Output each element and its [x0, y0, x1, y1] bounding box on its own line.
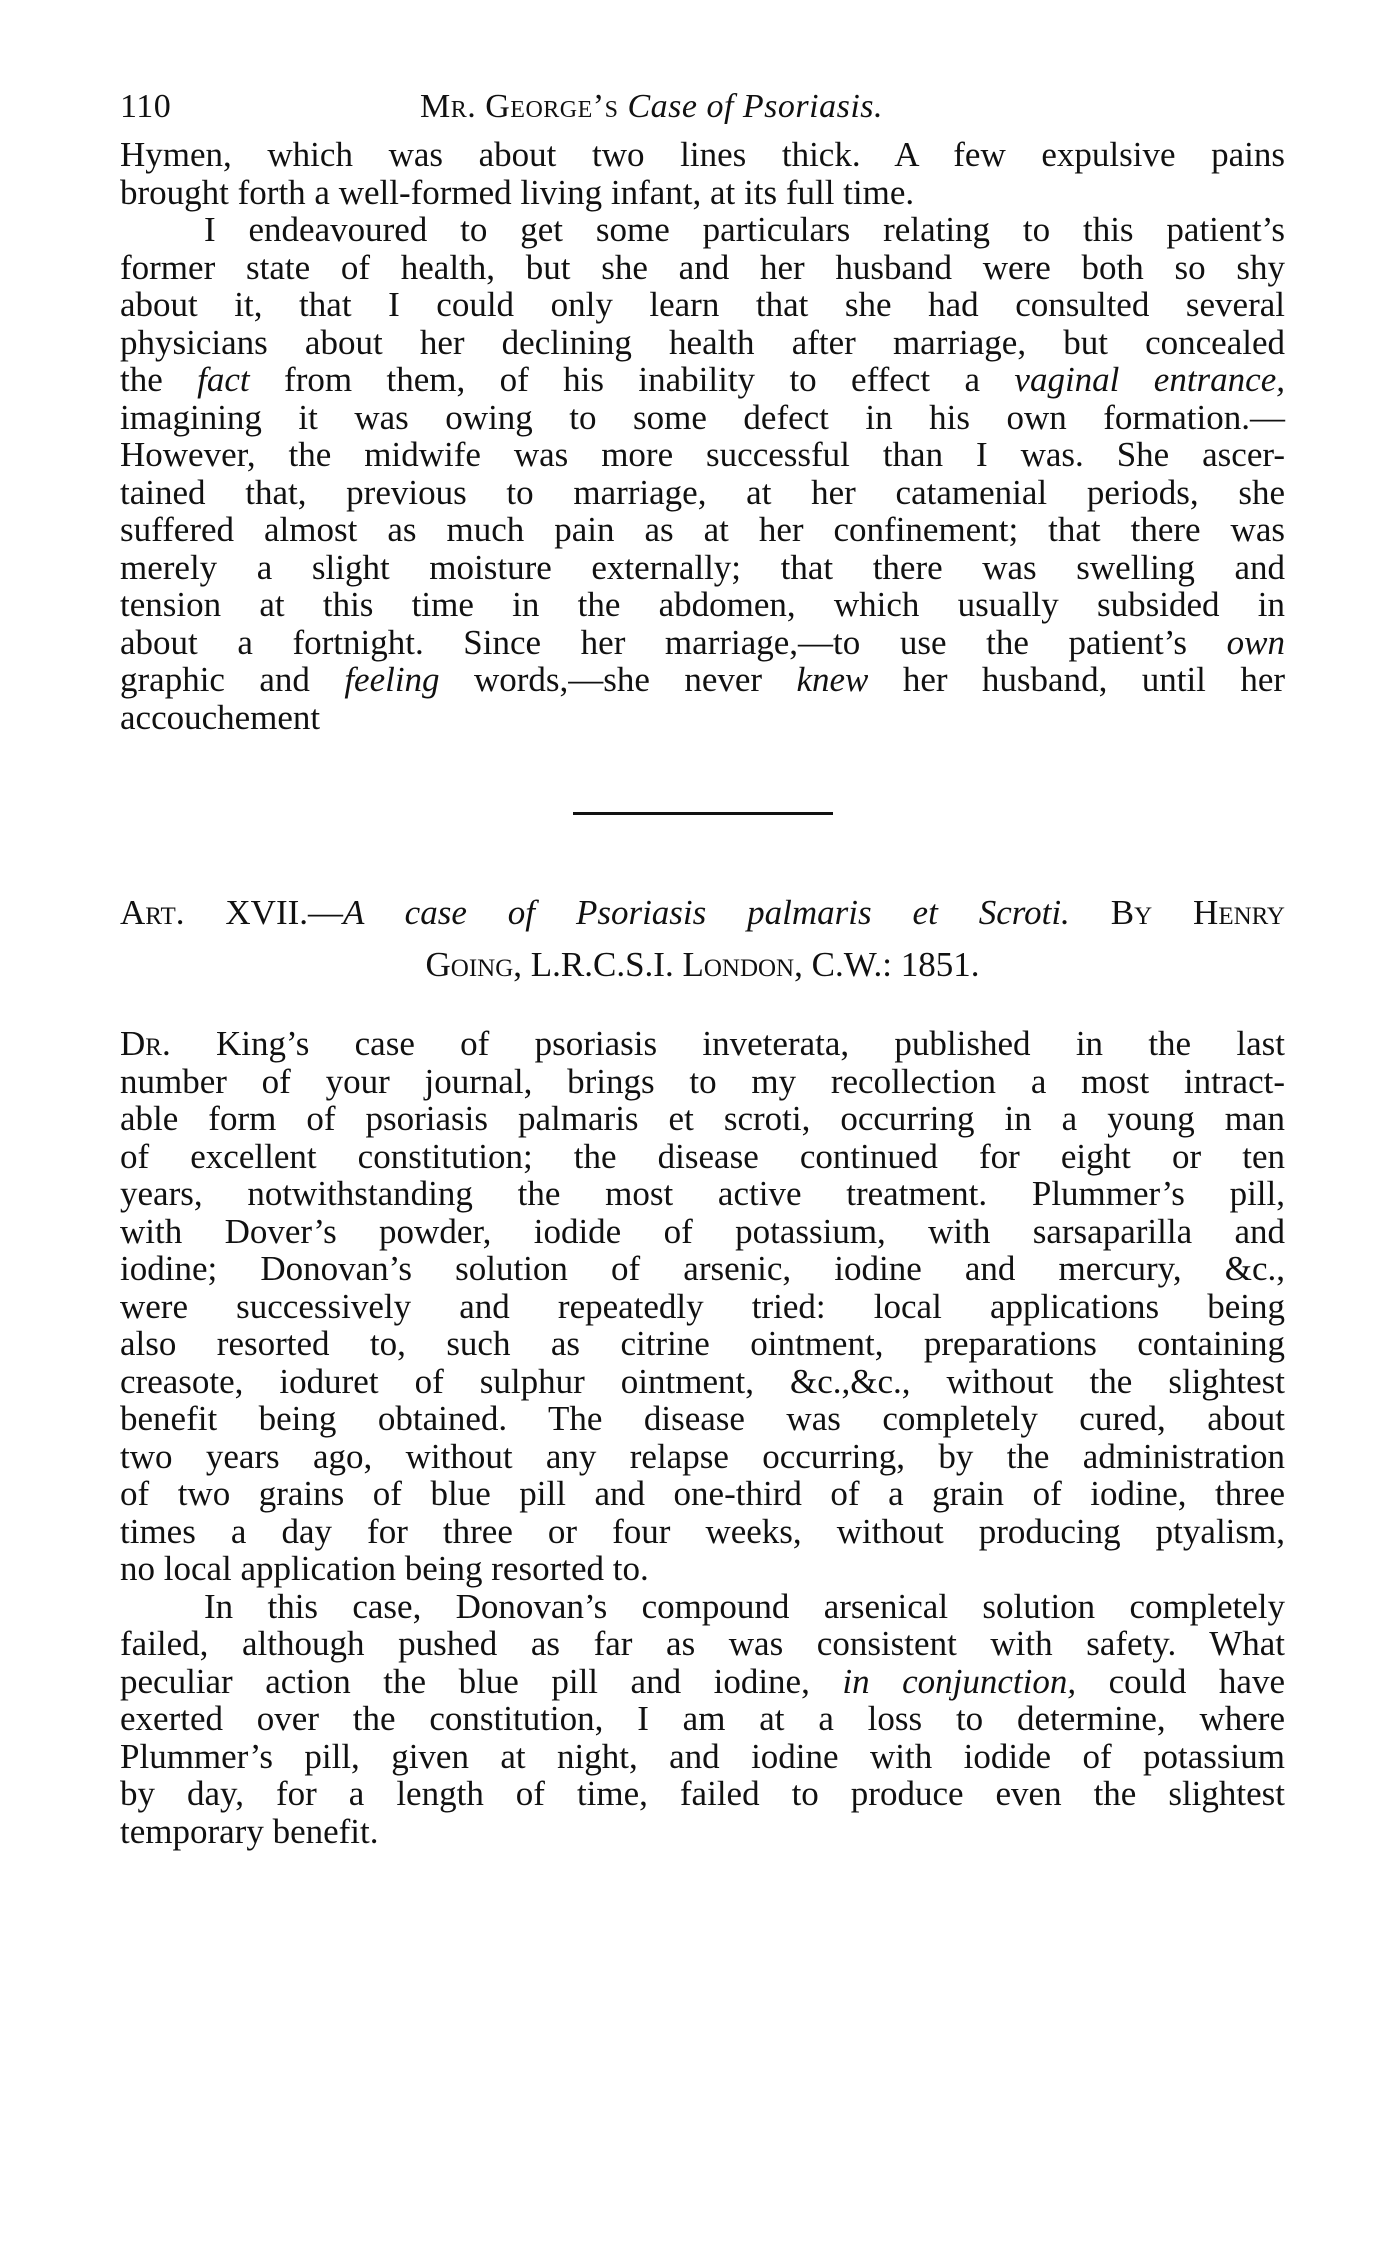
page-number: 110 [120, 88, 172, 125]
text-line: iodine; Donovan’s solution of arsenic, iodine and mercury, &c., [120, 1249, 1285, 1288]
text-line: However, the midwife was more successful than I was. She ascer- [120, 435, 1285, 474]
article-byline: By Henry [1069, 893, 1285, 932]
text-line [120, 1025, 1285, 1063]
text-fragment: the [120, 360, 198, 399]
text-line: former state of health, but she and her husband were both so shy [120, 247, 1285, 287]
text-line: tained that, previous to marriage, at her catamenial periods, she [120, 472, 1285, 512]
salutation: Dr. [120, 1024, 171, 1063]
text-line: also resorted to, such as citrine ointment, preparations containing [120, 1324, 1285, 1363]
text-line: number of your journal, brings to my recollection a most intract- [120, 1061, 1285, 1101]
text-line: physicians about her declining health after marriage, but concealed [120, 322, 1285, 362]
text-line: temporary benefit. [120, 1811, 379, 1851]
text-line: benefit being obtained. The disease was completely cured, about [120, 1399, 1285, 1438]
italic-fragment: own [1226, 622, 1285, 662]
text-line: accouchement [120, 697, 321, 737]
italic-fragment: knew [796, 660, 869, 699]
text-line: years, notwithstanding the most active treatment. Plummer’s pill, [120, 1174, 1285, 1213]
text-line: Hymen, which was about two lines thick. A few expulsive pains [120, 135, 1285, 174]
text-line: two years ago, without any relapse occurring, by the administration [120, 1436, 1285, 1476]
running-title [420, 88, 883, 126]
italic-fragment: vaginal entrance, [1014, 360, 1285, 399]
text-line: In this case, Donovan’s compound arsenical solution completely [204, 1586, 1285, 1626]
text-line: imagining it was owing to some defect in his own formation.— [120, 397, 1285, 437]
text-line: failed, although pushed as far as was consistent with safety. What [120, 1624, 1285, 1663]
section-divider [573, 812, 833, 815]
text-line: were successively and repeatedly tried: local applications being [120, 1286, 1285, 1326]
paragraph-hymen [120, 136, 1285, 211]
text-line: able form of psoriasis palmaris et scroti, occurring in a young man [120, 1099, 1285, 1138]
text-line: of two grains of blue pill and one-third of a grain of iodine, three [120, 1474, 1285, 1513]
paragraph-conclusion [120, 1588, 1285, 1851]
text-line: merely a slight moisture externally; that there was swelling and [120, 547, 1285, 587]
text-line: brought forth a well-formed living infant, at its full time. [120, 172, 915, 212]
text-line: with Dover’s powder, iodide of potassium, with sarsaparilla and [120, 1211, 1285, 1251]
text-line: about it, that I could only learn that she had consulted several [120, 285, 1285, 324]
text-line: exerted over the constitution, I am at a loss to determine, where [120, 1699, 1285, 1738]
italic-fragment: feeling [344, 660, 440, 699]
text-line: Plummer’s pill, given at night, and iodine with iodide of potassium [120, 1736, 1285, 1776]
paragraph-history [120, 211, 1285, 736]
text-fragment: peculiar action the blue pill and iodine, [120, 1661, 843, 1701]
text-line: of excellent constitution; the disease continued for eight or ten [120, 1136, 1285, 1176]
text-fragment: words,—she never [439, 660, 797, 699]
italic-fragment: fact [197, 360, 250, 399]
text-line: creasote, ioduret of sulphur ointment, &c.,&c., without the slightest [120, 1361, 1285, 1401]
text-line: no local application being resorted to. [120, 1549, 649, 1588]
article-author-line: Going, L.R.C.S.I. London, C.W.: 1851. [425, 945, 980, 984]
running-title-subject: Case of Psoriasis. [627, 88, 884, 125]
running-title-author: Mr. George’s [420, 88, 619, 125]
text-fragment: from them, of his inability to effect a [249, 360, 1015, 399]
text-line [120, 624, 1285, 662]
text-fragment: her husband, until her [868, 660, 1286, 699]
text-line: suffered almost as much pain as at her confinement; that there was [120, 510, 1285, 549]
paragraph-case [120, 1025, 1285, 1588]
page [120, 80, 1285, 1850]
running-head [120, 80, 1285, 136]
text-fragment: graphic and [120, 660, 345, 699]
text-line [120, 1663, 1285, 1701]
article-number: Art. XVII.— [120, 893, 344, 932]
article-heading [120, 887, 1285, 991]
text-fragment: about a fortnight. Since her marriage,—to use the patient’s [120, 622, 1227, 662]
text-fragment: King’s case of psoriasis inveterata, published in the last [170, 1024, 1285, 1063]
text-line [120, 661, 1285, 699]
italic-fragment: in conjunction, [842, 1661, 1077, 1701]
text-line [120, 361, 1285, 399]
text-fragment: could have [1076, 1661, 1286, 1701]
text-line: times a day for three or four weeks, without producing ptyalism, [120, 1511, 1285, 1551]
text-line: I endeavoured to get some particulars relating to this patient’s [204, 210, 1285, 249]
article-title: A case of Psoriasis palmaris et Scroti. [343, 893, 1070, 932]
text-line: tension at this time in the abdomen, which usually subsided in [120, 585, 1285, 624]
article-heading-line [120, 887, 1285, 939]
text-line: by day, for a length of time, failed to produce even the slightest [120, 1774, 1285, 1813]
